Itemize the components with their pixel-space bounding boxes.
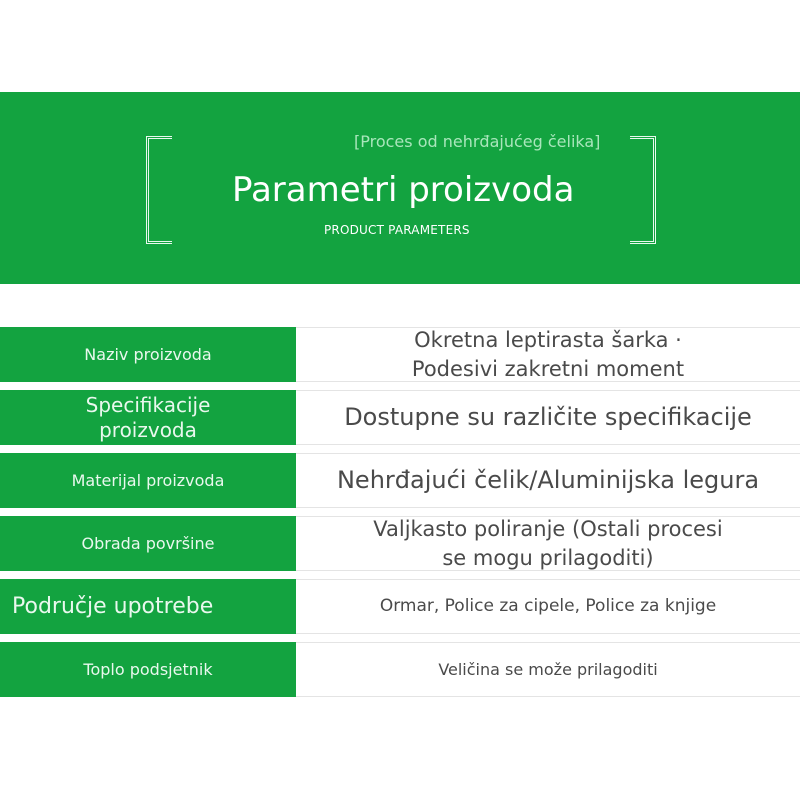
- param-value-material: Nehrđajući čelik/Aluminijska legura: [296, 453, 800, 508]
- param-label-specifications: Specifikacije proizvoda: [0, 390, 296, 445]
- table-row: [0, 579, 800, 634]
- table-row: [0, 327, 800, 382]
- param-label-surface-treatment: Obrada površine: [0, 516, 296, 571]
- table-row: [0, 453, 800, 508]
- param-value-usage-area: Ormar, Police za cipele, Police za knjige: [296, 579, 800, 634]
- param-label-usage-area: Područje upotrebe: [0, 579, 296, 634]
- banner-subtitle: [Proces od nehrđajućeg čelika]: [354, 132, 601, 151]
- param-label-material: Materijal proizvoda: [0, 453, 296, 508]
- table-row: [0, 642, 800, 697]
- param-value-reminder: Veličina se može prilagoditi: [296, 642, 800, 697]
- table-row: [0, 390, 800, 445]
- table-row: [0, 516, 800, 571]
- parameters-table: [0, 327, 800, 705]
- right-bracket-decoration: [630, 136, 656, 244]
- param-value-surface-treatment: Valjkasto poliranje (Ostali procesi se mogu prilagoditi): [296, 516, 800, 571]
- param-value-specifications: Dostupne su različite specifikacije: [296, 390, 800, 445]
- banner-english-subtitle: PRODUCT PARAMETERS: [324, 223, 470, 237]
- header-banner: [0, 92, 800, 284]
- page-title: Parametri proizvoda: [232, 170, 575, 210]
- left-bracket-decoration: [146, 136, 172, 244]
- param-label-product-name: Naziv proizvoda: [0, 327, 296, 382]
- param-value-product-name: Okretna leptirasta šarka · Podesivi zakretni moment: [296, 327, 800, 382]
- param-label-reminder: Toplo podsjetnik: [0, 642, 296, 697]
